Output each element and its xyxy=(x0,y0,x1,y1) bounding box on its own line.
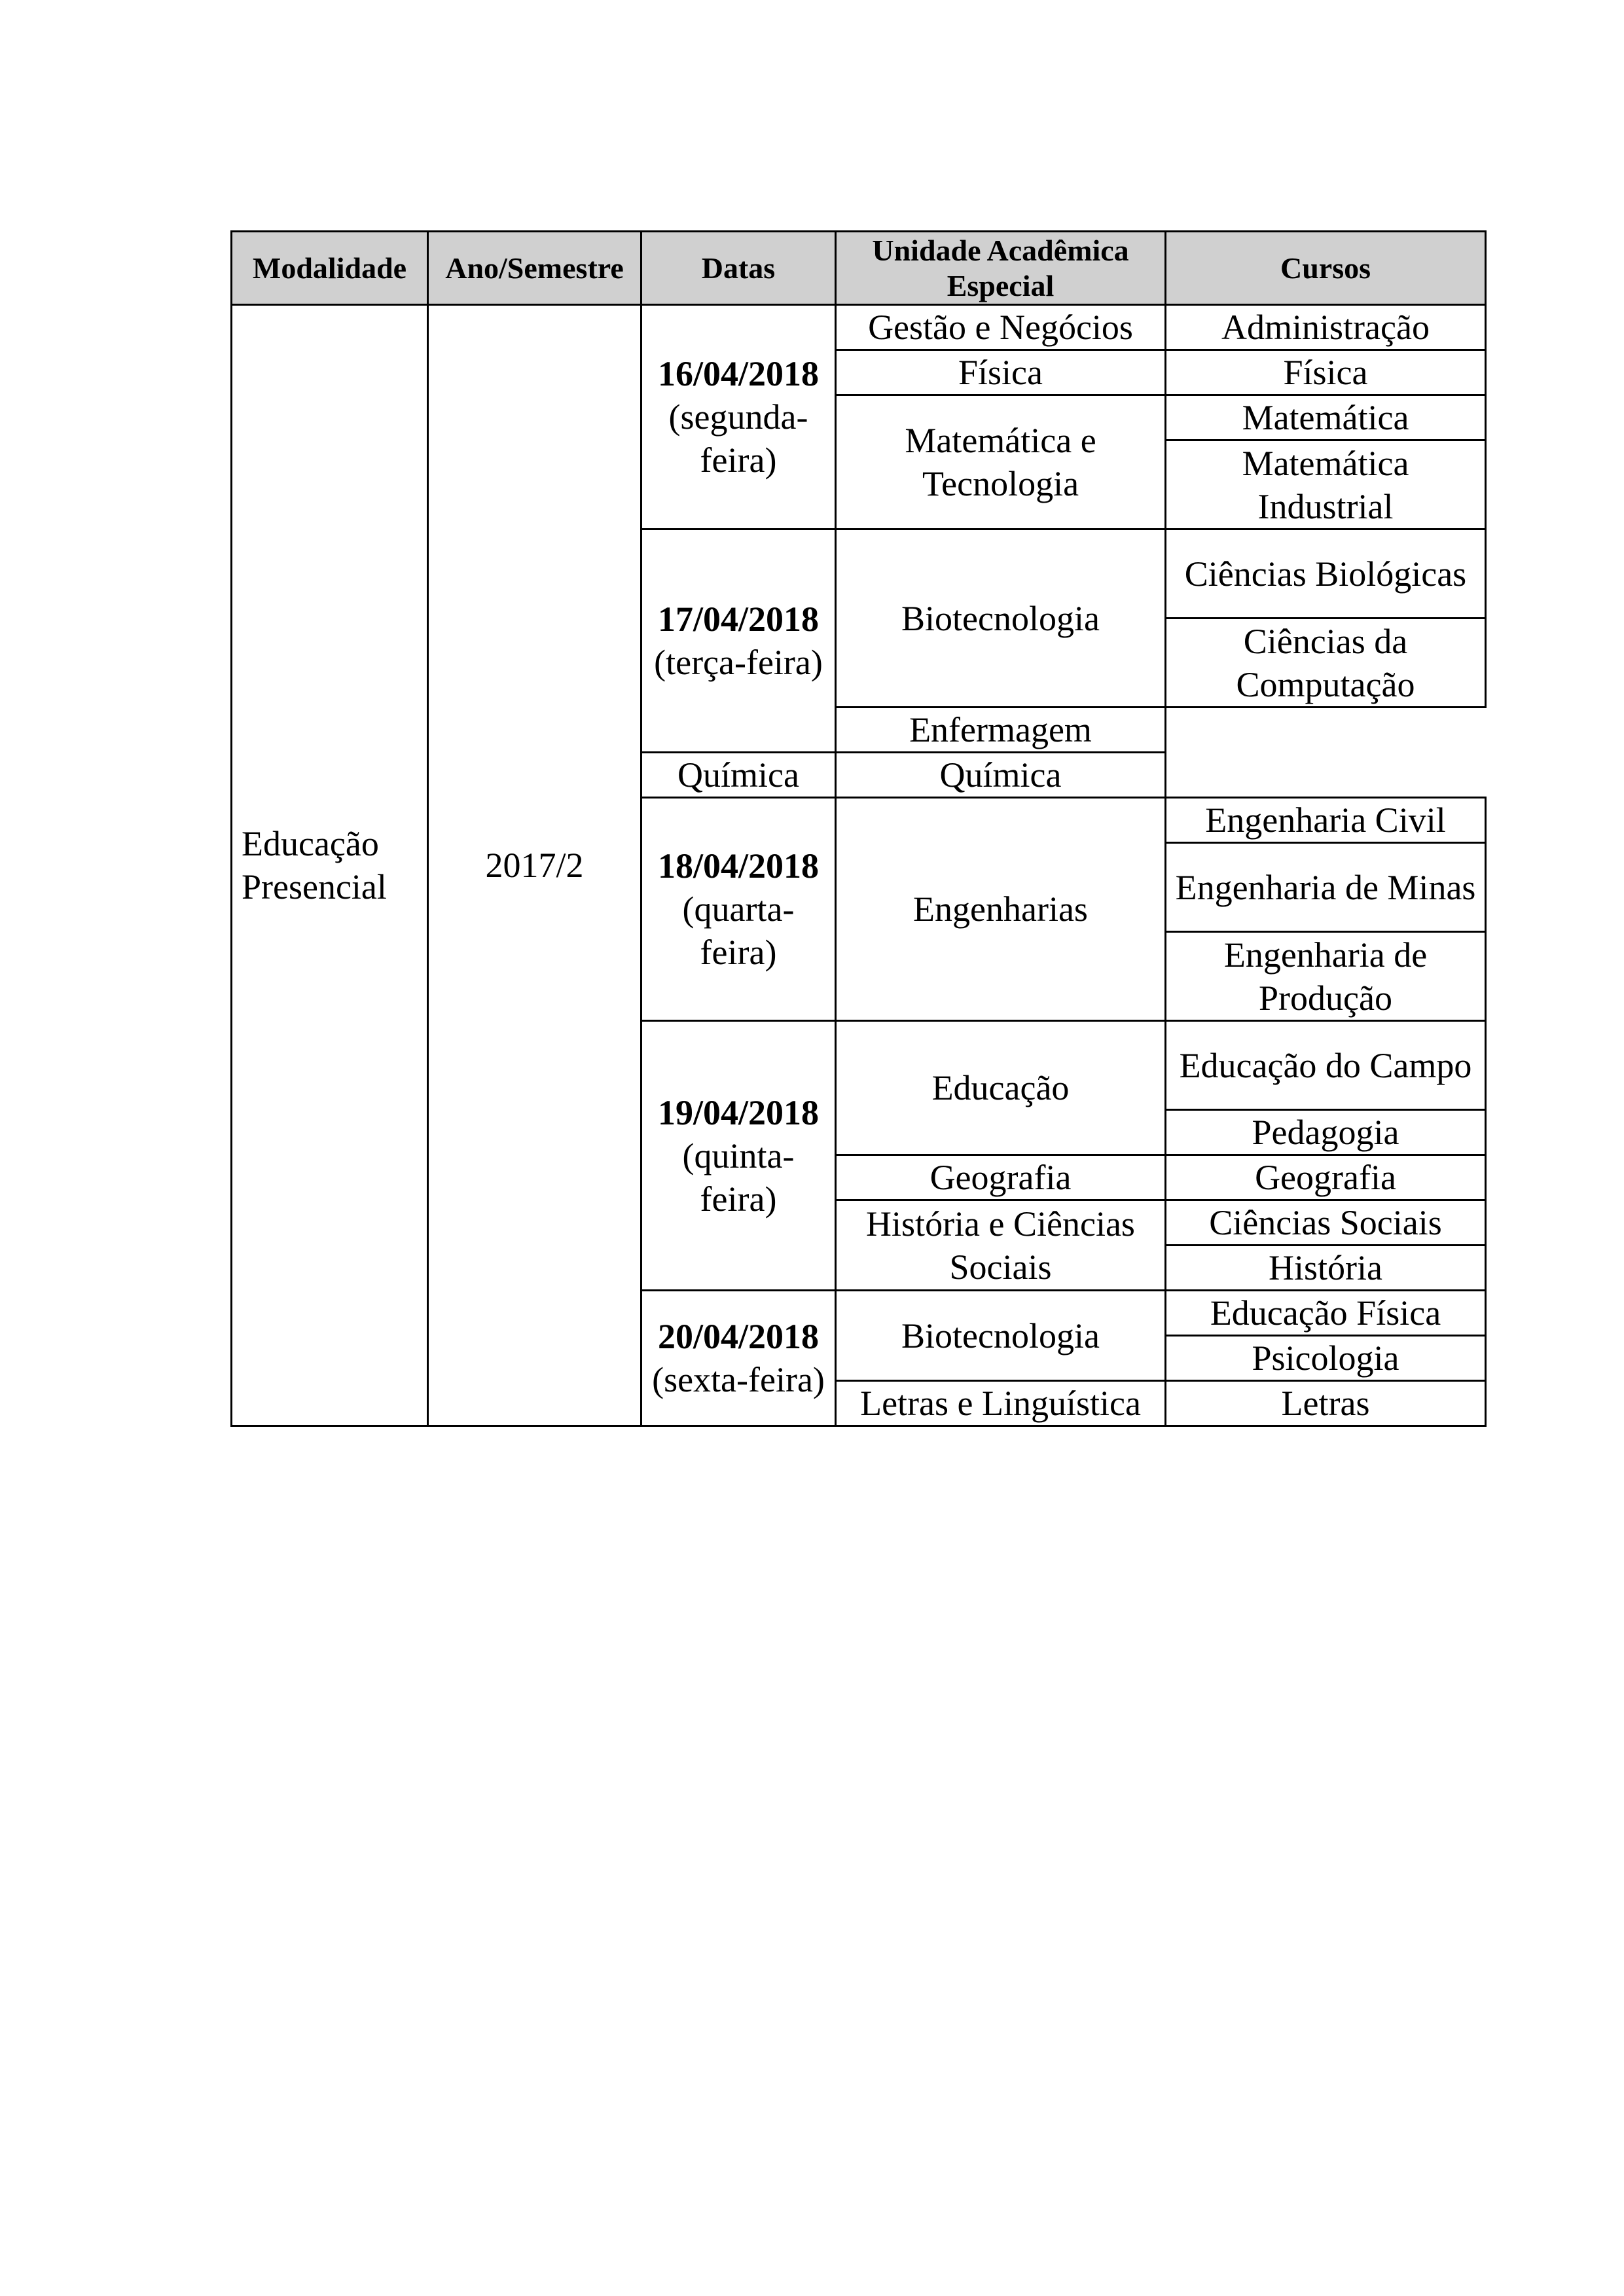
course-cell: Educação Física xyxy=(1166,1291,1486,1336)
date-value: 18/04/2018 xyxy=(657,846,819,886)
unit-cell: Geografia xyxy=(836,1155,1166,1200)
weekday-value: (segunda-feira) xyxy=(668,397,808,480)
course-cell: História xyxy=(1166,1246,1486,1291)
header-row xyxy=(232,232,1486,305)
course-cell: Matemática Industrial xyxy=(1166,440,1486,529)
schedule-table xyxy=(230,230,1487,1427)
course-cell: Ciências Sociais xyxy=(1166,1200,1486,1246)
unit-cell: Engenharias xyxy=(836,798,1166,1021)
header-unidade: Unidade Acadêmica Especial xyxy=(836,232,1166,305)
date-value: 16/04/2018 xyxy=(657,354,819,393)
date-cell xyxy=(641,305,836,529)
course-cell: Física xyxy=(1166,350,1486,395)
ano-semestre-cell: 2017/2 xyxy=(428,305,641,1426)
unit-cell: Educação xyxy=(836,1021,1166,1155)
unit-cell: Física xyxy=(836,350,1166,395)
course-cell: Engenharia Civil xyxy=(1166,798,1486,843)
course-cell: Ciências Biológicas xyxy=(1166,529,1486,619)
modalidade-cell: Educação Presencial xyxy=(232,305,428,1426)
date-cell xyxy=(641,798,836,1021)
course-cell: Geografia xyxy=(1166,1155,1486,1200)
date-cell xyxy=(641,1291,836,1426)
course-cell: Engenharia de Produção xyxy=(1166,932,1486,1021)
header-ano-semestre: Ano/Semestre xyxy=(428,232,641,305)
table-row xyxy=(232,305,1486,350)
course-cell: Matemática xyxy=(1166,395,1486,440)
course-cell: Enfermagem xyxy=(836,708,1166,753)
unit-cell: Matemática e Tecnologia xyxy=(836,395,1166,529)
unit-cell: História e Ciências Sociais xyxy=(836,1200,1166,1291)
course-cell: Pedagogia xyxy=(1166,1110,1486,1155)
unit-cell: Letras e Linguística xyxy=(836,1381,1166,1426)
unit-cell: Biotecnologia xyxy=(836,529,1166,708)
course-cell: Psicologia xyxy=(1166,1336,1486,1381)
header-datas: Datas xyxy=(641,232,836,305)
weekday-value: (sexta-feira) xyxy=(652,1360,825,1399)
date-value: 17/04/2018 xyxy=(657,600,819,639)
weekday-value: (quinta-feira) xyxy=(682,1136,795,1219)
weekday-value: (quarta-feira) xyxy=(682,889,795,972)
course-cell: Engenharia de Minas xyxy=(1166,843,1486,932)
course-cell: Química xyxy=(836,753,1166,798)
date-value: 19/04/2018 xyxy=(657,1092,819,1132)
course-cell: Educação do Campo xyxy=(1166,1021,1486,1110)
date-cell xyxy=(641,529,836,753)
date-cell xyxy=(641,1021,836,1291)
weekday-value: (terça-feira) xyxy=(654,643,823,682)
unit-cell: Química xyxy=(641,753,836,798)
header-cursos: Cursos xyxy=(1166,232,1486,305)
unit-cell: Biotecnologia xyxy=(836,1291,1166,1381)
date-value: 20/04/2018 xyxy=(657,1317,819,1356)
course-cell: Ciências da Computação xyxy=(1166,619,1486,708)
unit-cell: Gestão e Negócios xyxy=(836,305,1166,350)
header-modalidade: Modalidade xyxy=(232,232,428,305)
course-cell: Administração xyxy=(1166,305,1486,350)
course-cell: Letras xyxy=(1166,1381,1486,1426)
